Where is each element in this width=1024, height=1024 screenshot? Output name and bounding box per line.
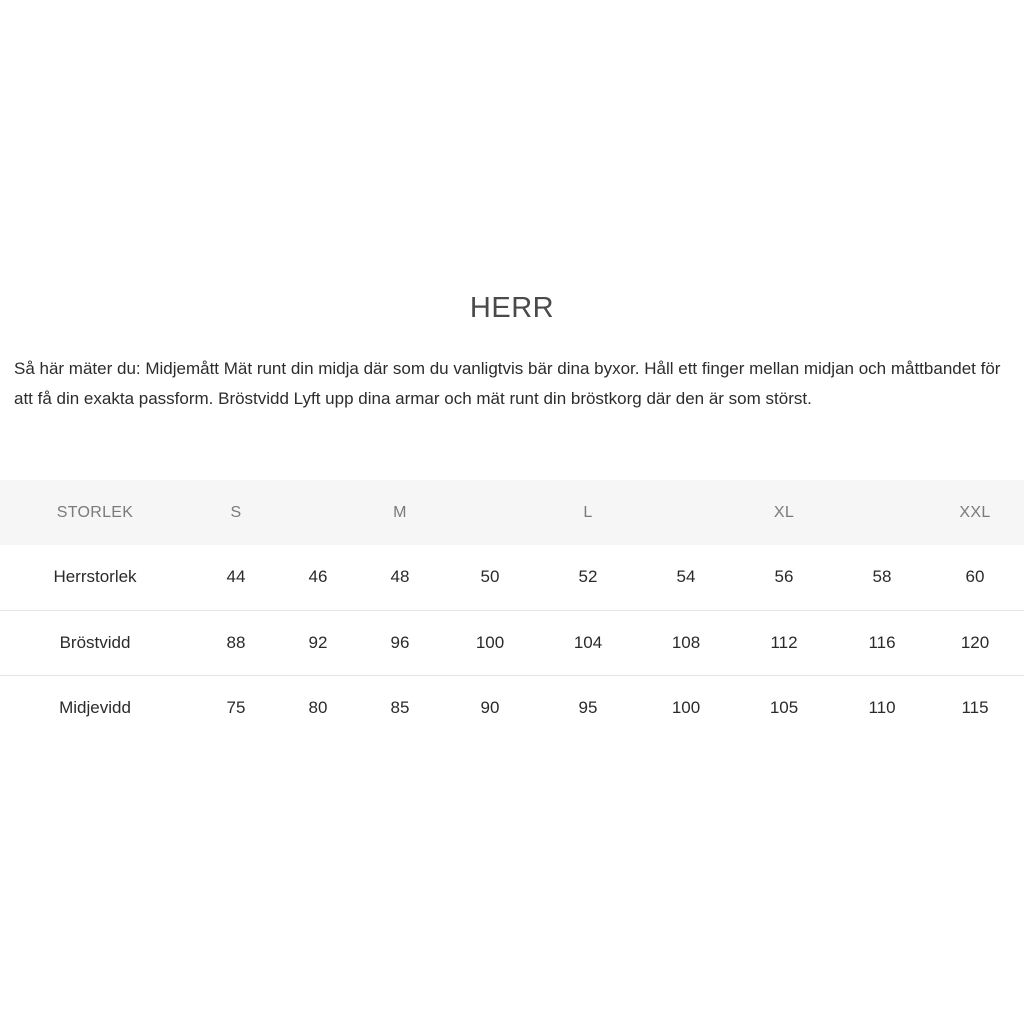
table-cell: 108	[642, 610, 730, 675]
table-cell: 60	[926, 545, 1024, 610]
table-cell: 54	[642, 545, 730, 610]
table-header-row	[0, 480, 1024, 545]
row-label: Herrstorlek	[0, 545, 190, 610]
table-cell: 50	[446, 545, 534, 610]
row-label: Bröstvidd	[0, 610, 190, 675]
header-size-xl: XL	[773, 503, 795, 521]
table-cell: 110	[868, 697, 896, 717]
header-size-blank	[838, 480, 926, 545]
table-cell: 92	[282, 610, 354, 675]
table-cell: 90	[480, 697, 500, 717]
table-cell: 104	[534, 610, 642, 675]
table-cell: 112	[730, 610, 838, 675]
table-cell: 116	[838, 610, 926, 675]
header-size-blank	[642, 480, 730, 545]
header-size-xxl: XXL	[959, 503, 991, 521]
table-cell: 115	[961, 697, 989, 717]
table-row-herrstorlek	[0, 545, 1024, 610]
header-size-m: M	[393, 503, 407, 521]
header-size-s: S	[230, 503, 242, 521]
header-size-l: L	[583, 503, 593, 521]
table-cell: 85	[390, 697, 410, 717]
header-label: STORLEK	[56, 503, 134, 521]
table-cell: 88	[190, 610, 282, 675]
table-cell: 52	[534, 545, 642, 610]
table-cell: 48	[354, 545, 446, 610]
table-cell: 120	[926, 610, 1024, 675]
table-cell: 96	[354, 610, 446, 675]
measurement-instructions: Så här mäter du: Midjemått Mät runt din midja där som du vanligtvis bär dina byxor. Håll ett finger mellan midjan och måttbandet för att få din exakta passform. Bröstvidd Lyft upp dina armar och mät runt din bröstkorg där den är som störst.	[14, 359, 1001, 408]
table-cell: 80	[308, 697, 328, 717]
table-cell: 100	[671, 697, 701, 717]
table-cell: 105	[769, 697, 799, 717]
size-chart-table	[0, 480, 1024, 740]
table-row-brostvidd	[0, 610, 1024, 675]
table-cell: 56	[730, 545, 838, 610]
header-size-blank	[446, 480, 534, 545]
header-size-blank	[282, 480, 354, 545]
table-cell: 44	[190, 545, 282, 610]
row-label: Midjevidd	[59, 697, 131, 717]
table-cell: 95	[578, 697, 598, 717]
table-cell: 58	[838, 545, 926, 610]
table-row-midjevidd	[0, 675, 1024, 740]
table-cell: 46	[282, 545, 354, 610]
page-title: HERR	[469, 292, 555, 324]
table-cell: 100	[446, 610, 534, 675]
table-cell: 75	[226, 697, 246, 717]
